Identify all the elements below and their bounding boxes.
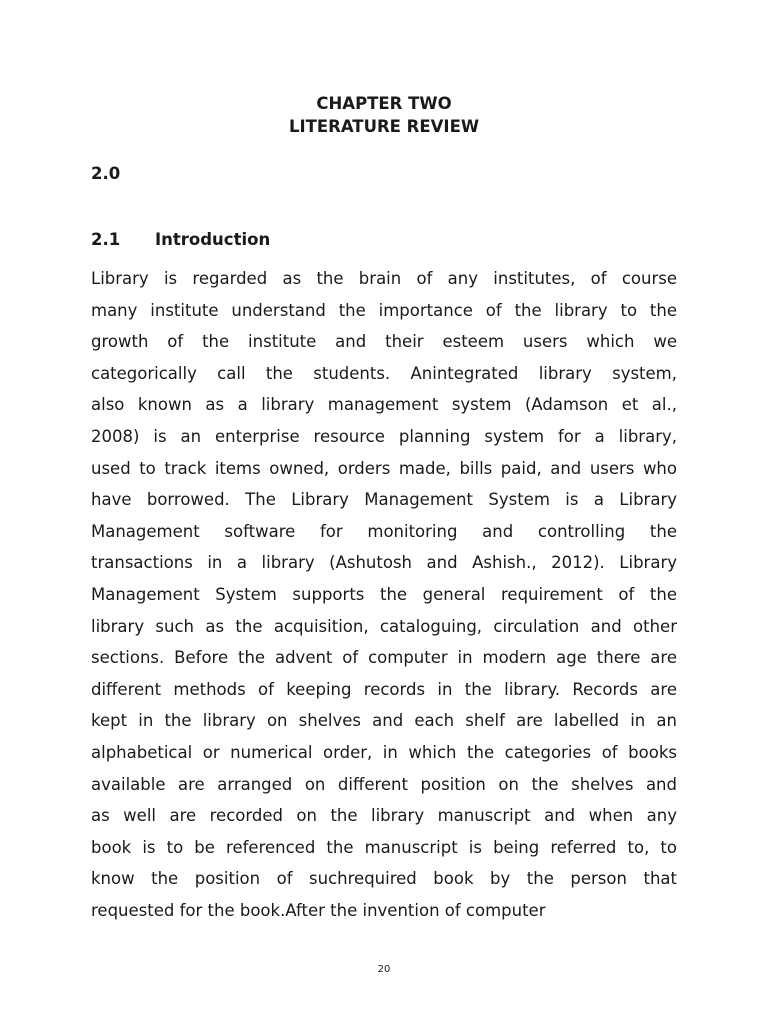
- body-paragraph: [91, 263, 677, 926]
- subsection-heading: [91, 228, 270, 251]
- chapter-label: CHAPTER TWO: [316, 94, 452, 113]
- paragraph-line: know the position of suchrequired book by the person that: [91, 869, 677, 889]
- paragraph-line: different methods of keeping records in the library. Records are: [91, 679, 677, 699]
- paragraph-line: Management software for monitoring and controlling the: [91, 521, 677, 541]
- chapter-heading: [0, 92, 768, 138]
- chapter-title: LITERATURE REVIEW: [288, 117, 480, 136]
- paragraph-line: transactions in a library (Ashutosh and Ashish., 2012). Library: [91, 553, 677, 573]
- section-number: 2.0: [91, 164, 121, 183]
- paragraph-line: available are arranged on different position on the shelves and: [91, 774, 677, 794]
- paragraph-line: library such as the acquisition, cataloguing, circulation and other: [91, 616, 677, 636]
- paragraph-line: 2008) is an enterprise resource planning system for a library,: [91, 426, 677, 446]
- page-number: 20: [377, 964, 391, 975]
- paragraph-line: used to track items owned, orders made, bills paid, and users who: [91, 458, 677, 478]
- paragraph-line: Library is regarded as the brain of any institutes, of course: [91, 269, 677, 288]
- subsection-title: Introduction: [155, 230, 271, 249]
- paragraph-line: requested for the book.After the invention of computer: [91, 900, 546, 920]
- paragraph-line: book is to be referenced the manuscript is being referred to, to: [91, 837, 677, 857]
- paragraph-line: sections. Before the advent of computer in modern age there are: [91, 648, 677, 668]
- paragraph-line: Management System supports the general requirement of the: [91, 584, 677, 604]
- paragraph-line: growth of the institute and their esteem users which we: [91, 332, 677, 352]
- paragraph-line: as well are recorded on the library manuscript and when any: [91, 806, 677, 826]
- paragraph-line: many institute understand the importance of the library to the: [91, 300, 677, 320]
- paragraph-line: kept in the library on shelves and each shelf are labelled in an: [91, 711, 677, 731]
- paragraph-line: also known as a library management system (Adamson et al.,: [91, 395, 677, 415]
- paragraph-line: alphabetical or numerical order, in which the categories of books: [91, 742, 677, 762]
- subsection-number: 2.1: [91, 230, 121, 249]
- paragraph-line: have borrowed. The Library Management System is a Library: [91, 490, 677, 510]
- paragraph-line: categorically call the students. Anintegrated library system,: [91, 363, 677, 383]
